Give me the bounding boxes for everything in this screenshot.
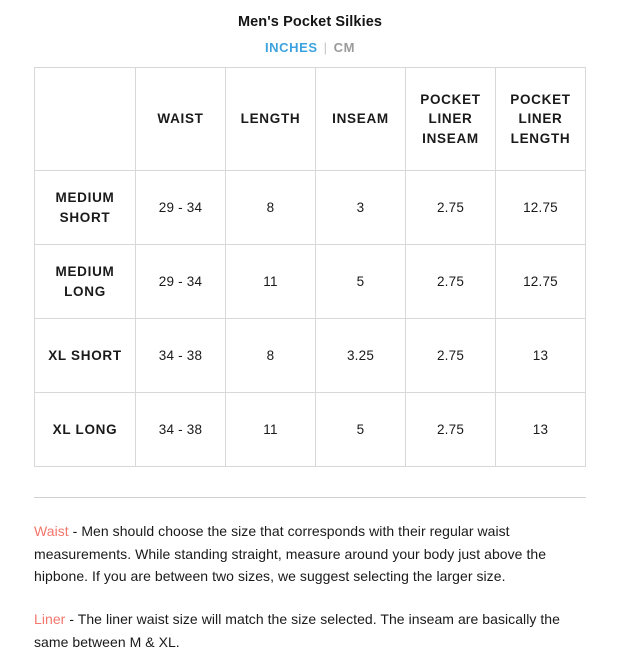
unit-option-inches[interactable]: INCHES <box>264 40 318 55</box>
cell-inseam: 5 <box>316 245 406 319</box>
cell-length: 11 <box>226 245 316 319</box>
cell-pocket-liner-length: 13 <box>496 319 586 393</box>
table-row <box>35 245 586 319</box>
table-row <box>35 319 586 393</box>
cell-pocket-liner-inseam: 2.75 <box>406 245 496 319</box>
cell-length: 11 <box>226 393 316 467</box>
cell-pocket-liner-inseam: 2.75 <box>406 319 496 393</box>
cell-pocket-liner-inseam: 2.75 <box>406 171 496 245</box>
unit-toggle <box>34 40 586 55</box>
unit-option-cm[interactable]: CM <box>333 40 356 55</box>
unit-separator: | <box>323 40 328 55</box>
table-head <box>35 68 586 171</box>
section-divider <box>34 497 586 498</box>
row-size-label: MEDIUM SHORT <box>35 171 136 245</box>
row-size-label: XL SHORT <box>35 319 136 393</box>
table-header-pocket-liner-length: POCKET LINER LENGTH <box>496 68 586 171</box>
cell-length: 8 <box>226 171 316 245</box>
cell-inseam: 3 <box>316 171 406 245</box>
note-term-waist: Waist <box>34 523 69 539</box>
table-header-pocket-liner-inseam: POCKET LINER INSEAM <box>406 68 496 171</box>
cell-pocket-liner-inseam: 2.75 <box>406 393 496 467</box>
cell-pocket-liner-length: 12.75 <box>496 245 586 319</box>
table-header-row <box>35 68 586 171</box>
cell-inseam: 5 <box>316 393 406 467</box>
cell-waist: 34 - 38 <box>136 393 226 467</box>
table-header-inseam: INSEAM <box>316 68 406 171</box>
table-body <box>35 171 586 467</box>
row-size-label: XL LONG <box>35 393 136 467</box>
table-row <box>35 393 586 467</box>
note-text-liner: - The liner waist size will match the size selected. The inseam are basically the same between M & XL. <box>34 611 560 650</box>
table-header-corner <box>35 68 136 171</box>
cell-pocket-liner-length: 12.75 <box>496 171 586 245</box>
row-size-label: MEDIUM LONG <box>35 245 136 319</box>
table-header-waist: WAIST <box>136 68 226 171</box>
note-term-liner: Liner <box>34 611 66 628</box>
cell-waist: 34 - 38 <box>136 319 226 393</box>
size-chart-table <box>34 67 586 467</box>
note-text-waist: - Men should choose the size that corresponds with their regular waist measurements. While standing straight, measure around your body just above the hipbone. If you are between two sizes, we suggest selecting the larger size. <box>34 523 547 585</box>
cell-length: 8 <box>226 319 316 393</box>
cell-waist: 29 - 34 <box>136 171 226 245</box>
table-row <box>35 171 586 245</box>
page-title: Men's Pocket Silkies <box>237 14 383 30</box>
note-waist <box>34 520 586 588</box>
note-liner <box>34 608 586 653</box>
cell-inseam: 3.25 <box>316 319 406 393</box>
table-header-length: LENGTH <box>226 68 316 171</box>
cell-waist: 29 - 34 <box>136 245 226 319</box>
cell-pocket-liner-length: 13 <box>496 393 586 467</box>
